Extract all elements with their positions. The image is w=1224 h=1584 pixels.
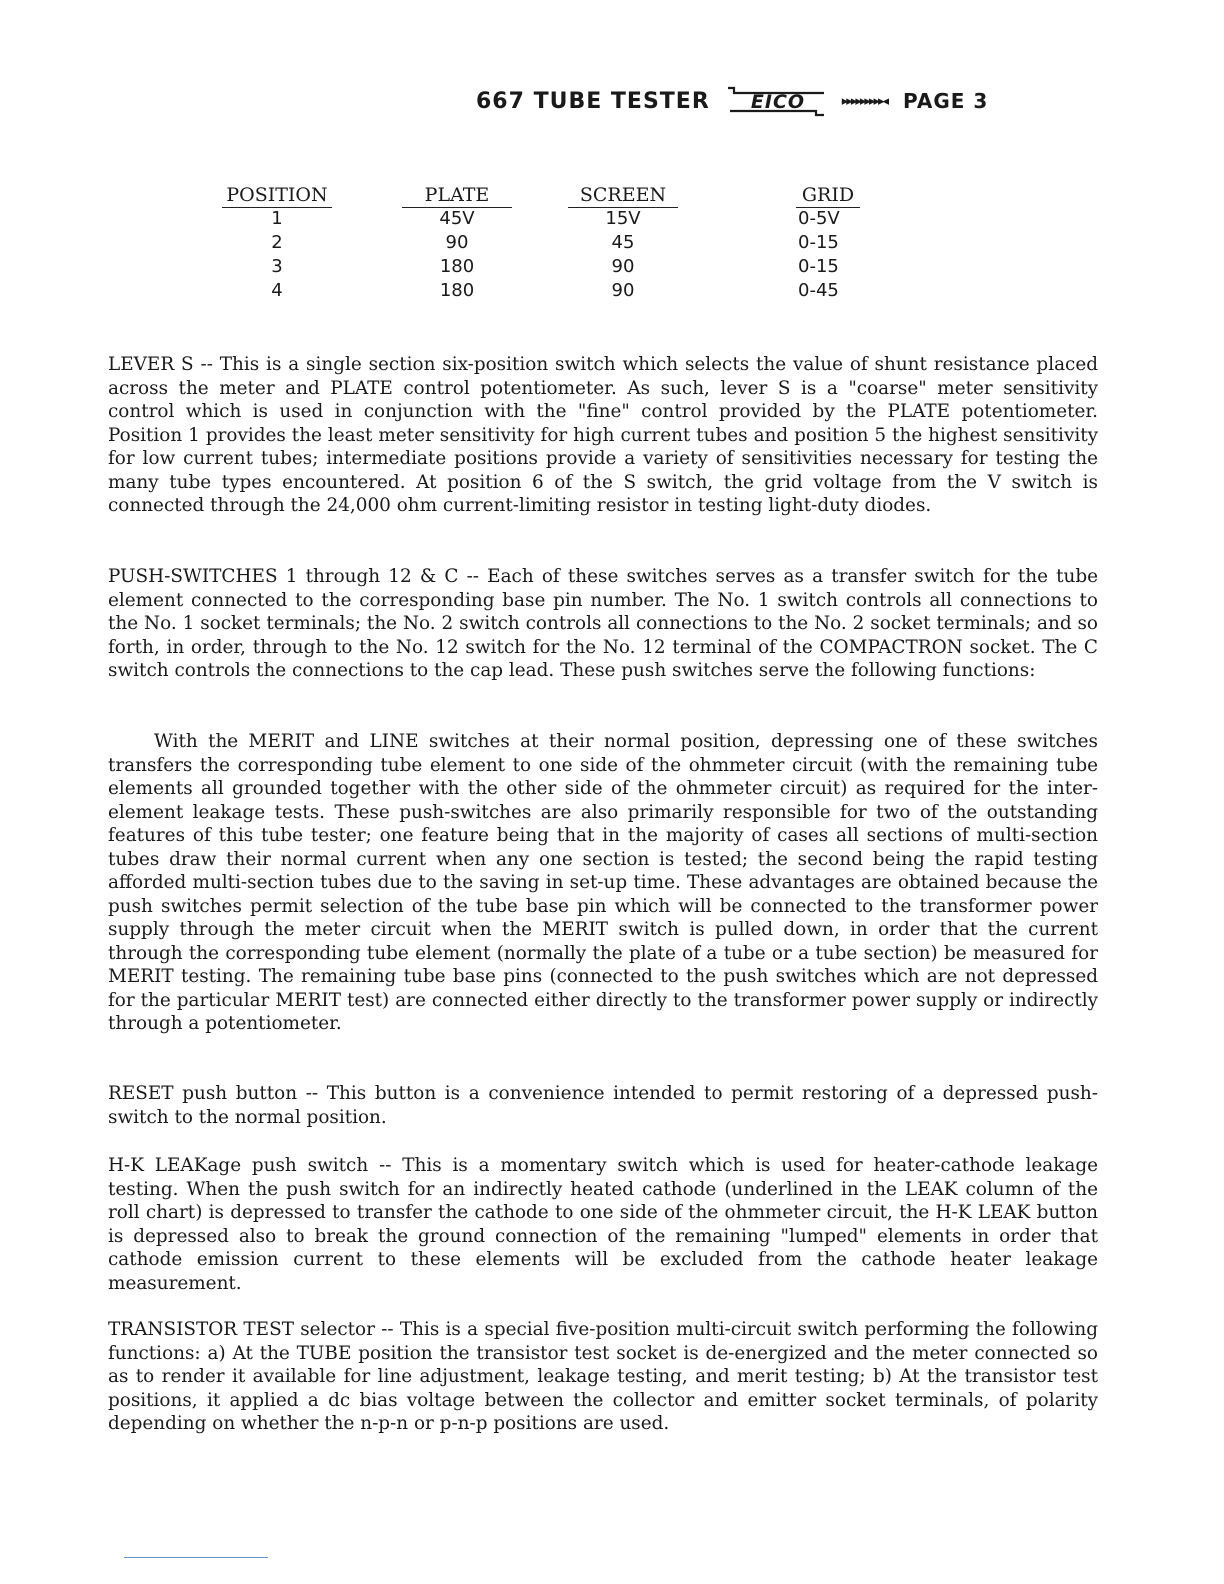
table-cell: 90 xyxy=(445,232,469,253)
paragraph-push-switches: PUSH-SWITCHES 1 through 12 & C -- Each of these switches serves as a transfer switch for the tube element connected to the corresponding base pin number. The No. 1 switch controls all connections to the No. 1 socket terminals; the No. 2 switch controls all connections to the No. 2 socket terminals; and so forth, in order, through to the No. 12 switch for the No. 12 terminal of the COMPACTRON socket. The C switch controls the connections to the cap lead. These push switches serve the following functions: xyxy=(108,566,1098,681)
table-cell: 4 xyxy=(271,280,283,301)
voltage-table xyxy=(222,184,882,304)
paragraph-reset-button: RESET push button -- This button is a convenience intended to permit restoring of a depressed push-switch to the normal position. xyxy=(108,1083,1098,1128)
table-cell: 3 xyxy=(271,256,283,277)
table-cell: 45 xyxy=(611,232,635,253)
table-cell: 0-45 xyxy=(798,280,839,301)
page-header xyxy=(476,84,988,118)
table-cell: 45V xyxy=(439,208,475,229)
paragraph-hk-leak: H-K LEAKage push switch -- This is a momentary switch which is used for heater-cathode leakage testing. When the push switch for an indirectly heated cathode (underlined in the LEAK column of the roll chart) is depressed to transfer the cathode to one side of the ohmmeter circuit, the H-K LEAK button is depressed also to break the ground connection of the remaining "lumped" elements in order that cathode emission current to these elements will be excluded from the cathode heater leakage measurement. xyxy=(108,1155,1098,1294)
table-cell: 90 xyxy=(611,280,635,301)
page-number: PAGE 3 xyxy=(903,89,989,113)
table-row xyxy=(222,256,882,280)
eico-logo xyxy=(724,84,828,118)
arrows-decoration: ▸▸▸▸▸▸▸▸▸◂ xyxy=(841,93,888,109)
footer-rule xyxy=(124,1557,268,1558)
table-cell: 1 xyxy=(271,208,283,229)
svg-text:EICO: EICO xyxy=(750,91,805,113)
table-cell: 180 xyxy=(439,256,475,277)
column-header-plate: PLATE xyxy=(402,184,512,208)
table-cell: 90 xyxy=(611,256,635,277)
paragraph-lever-s: LEVER S -- This is a single section six-position switch which selects the value of shunt resistance placed across the meter and PLATE control potentiometer. As such, lever S is a "coarse" meter sensitivity control which is used in conjunction with the "fine" control provided by the PLATE potentiometer. Position 1 provides the least meter sensitivity for high current tubes and position 5 the highest sensitivity for low current tubes; intermediate positions provide a variety of sensitivities necessary for testing the many tube types encountered. At position 6 of the S switch, the grid voltage from the V switch is connected through the 24,000 ohm current-limiting resistor in testing light-duty diodes. xyxy=(108,354,1098,516)
column-header-grid: GRID xyxy=(796,184,860,208)
table-row xyxy=(222,208,882,232)
table-cell: 180 xyxy=(439,280,475,301)
column-header-position: POSITION xyxy=(222,184,332,208)
table-row xyxy=(222,280,882,304)
table-row xyxy=(222,232,882,256)
table-header-row xyxy=(222,184,882,208)
paragraph-merit-line: With the MERIT and LINE switches at their normal position, depressing one of these switches transfers the corresponding tube element to one side of the ohmmeter circuit (with the remaining tube elements all grounded together with the other side of the ohmmeter circuit) as required for the inter-element leakage tests. These push-switches are also primarily responsible for two of the outstanding features of this tube tester; one feature being that in the majority of cases all sections of multi-section tubes draw their normal current when any one section is tested; the second being the rapid testing afforded multi-section tubes due to the saving in set-up time. These advantages are obtained because the push switches permit selection of the tube base pin which will be connected to the transformer power supply through the meter circuit when the MERIT switch is pulled down, in order that the current through the corresponding tube element (normally the plate of a tube or a tube section) be measured for MERIT testing. The remaining tube base pins (connected to the push switches which are not depressed for the particular MERIT test) are connected either directly to the transformer power supply or indirectly through a potentiometer. xyxy=(108,731,1098,1034)
table-cell: 0-15 xyxy=(798,256,839,277)
column-header-screen: SCREEN xyxy=(568,184,678,208)
table-cell: 0-5V xyxy=(798,208,840,229)
table-cell: 2 xyxy=(271,232,283,253)
table-cell: 0-15 xyxy=(798,232,839,253)
table-cell: 15V xyxy=(605,208,641,229)
paragraph-transistor-test: TRANSISTOR TEST selector -- This is a special five-position multi-circuit switch performing the following functions: a) At the TUBE position the transistor test socket is de-energized and the meter connected so as to render it available for line adjustment, leakage testing, and merit testing; b) At the transistor test positions, it applied a dc bias voltage between the collector and emitter socket terminals, of polarity depending on whether the n-p-n or p-n-p positions are used. xyxy=(108,1319,1098,1434)
model-title: 667 TUBE TESTER xyxy=(476,88,710,114)
